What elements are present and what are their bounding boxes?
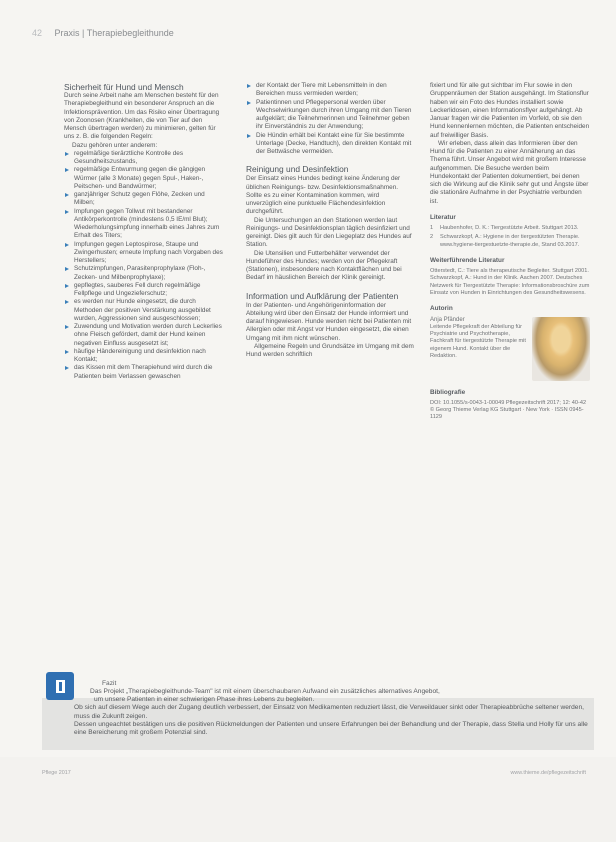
column-2 [246,82,414,359]
list-item: gepflegtes, sauberes Fell durch regelmäßige Fellpflege und Ungezieferschutz; [64,282,224,299]
list-item: Die Hündin erhält bei Kontakt eine für Sie bestimmte Unterlage (Decke, Handtuch), den direkten Kontakt mit der Bettwäsche vermeiden. [246,132,414,157]
column-3 [430,82,590,422]
list-item: Patientinnen und Pflegepersonal werden über Wechselwirkungen durch ihren Umgang mit den Tieren aufgeklärt; die Teilnehmerinnen und Teilnehmer geben ihr Einverständnis zu der Anwendung; [246,99,414,132]
bullet-list [246,82,414,156]
paragraph: fixiert und für alle gut sichtbar im Flur sowie in den Gruppenräumen der Station ausgehängt. Im Stationsflur haben wir ein Foto des Hundes installiert sowie Leckerlidosen, einen Informationsflyer aufgehängt. Ab Januar fragen wir die Patienten im Vorfeld, ob sie den Hund kennenlernen möchten, die Patienten entscheiden auf freiwilliger Basis. [430,82,590,139]
literature-list [430,225,590,249]
running-header [32,28,174,38]
author-block [430,317,590,381]
bibliography-heading: Bibliografie [430,388,466,396]
author-name: Anja Pfänder [430,316,465,323]
paragraph: Die Utensilien und Futterbehälter verwendet der Hundeführer des Hundes; werden von der Pflegekraft (Stationen), insbesondere nach Kontaktflächen und bei Bedarf im häuslichen Bereich der Klinik gereinigt. [246,249,402,282]
list-item: regelmäßige Entwurmung gegen die gängigen Würmer (alle 3 Monate) gegen Spul-, Haken-, Peitschen- und Bandwürmer; [64,166,224,191]
bracket-icon [46,672,74,700]
literature-item: 2 Schwarzkopf, A.: Hygiene in der tiergestützten Therapie. www.hygiene-tiergestuetzte-therapie.de, Stand 03.2017. [430,234,580,248]
paragraph: Ob sich auf diesem Wege auch der Zugang deutlich verbessert, der Einsatz von Medikamenten reduziert lässt, die Verweildauer sinkt oder Therapieabbrüche seltener werden, muss die Zukunft zeigen. [74,704,584,720]
paragraph: um unsere Patienten in einer schwierigen Phase ihres Lebens zu begleiten. [94,696,315,704]
list-item: ganzjähriger Schutz gegen Flöhe, Zecken und Milben; [64,191,224,208]
list-item: es werden nur Hunde eingesetzt, die durch Methoden der positiven Verstärkung ausgebildet wurden, Aggressionen sind ausgeschlossen; [64,298,224,323]
footer-left: Pflege 2017 [42,770,71,776]
bullet-list [64,150,224,381]
heading-cleaning: Reinigung und Desinfektion [246,164,349,175]
paragraph: Das Projekt „Therapiebegleithunde-Team" ist mit einem überschaubaren Aufwand ein zusätzliches alternatives Angebot, [90,688,440,695]
paragraph: Der Einsatz eines Hundes bedingt keine Änderung der üblichen Reinigungs- bzw. Desinfektionsmaßnahmen. Sollte es zu einer Kontamination kommen, wird unverzüglich eine punktuelle Flächendesinfektion durchgeführt. [246,175,401,216]
page-number: 42 [32,28,43,38]
conclusion-box [42,680,594,750]
paragraph: Die Untersuchungen an den Stationen werden laut Reinigungs- und Desinfektionsplan täglich desinfiziert und gereinigt. Dies gilt auch für den Liegeplatz des Hundes auf Station. [246,216,412,249]
list-item: Zuwendung und Motivation werden durch Leckerlies ohne Fleisch gefördert, damit der Hund keinen negativen Einfluss ausgesetzt ist; [64,323,224,348]
bibliography-text: DOI: 10.1055/s-0043-1-00049 Pflegezeitschrift 2017; 12: 40-42 © Georg Thieme Verlag KG Stuttgart · New York · ISSN 0945-1129 [430,399,587,421]
list-item: Schutzimpfungen, Parasitenprophylaxe (Floh-, Zecken- und Milbenprophylaxe); [64,265,224,282]
list-item: der Kontakt der Tiere mit Lebensmitteln in den Bereichen muss vermieden werden; [246,82,414,99]
paragraph: Allgemeine Regeln und Grundsätze im Umgang mit dem Hund werden schriftlich [246,342,414,358]
author-photo [532,317,590,381]
heading-information: Information und Aufklärung der Patienten [246,290,399,301]
literature-item: 1 Haubenhofer, D. K.: Tiergestützte Arbeit. Stuttgart 2013. [430,225,579,231]
conclusion-text [74,688,594,737]
paragraph: Durch seine Arbeit nahe am Menschen besteht für den Therapiebegleithund ein besonderer Anspruch an die Infektionsprävention. Um das Risiko einer Übertragung von Zoonosen (Krankheiten, die von Tier auf den Mensch übertragen werden) zu minimieren, gelten für uns z. B. die folgenden Regeln: [64,92,220,141]
page-footer [42,770,594,776]
paragraph-lead: Dazu gehören unter anderem: [72,141,158,149]
column-1 [64,82,224,381]
author-heading: Autorin [430,305,453,313]
footer-link[interactable]: www.thieme.de/pflegezeitschrift [510,770,586,776]
further-literature-text: Otterstedt, C.: Tiere als therapeutische Begleiter. Stuttgart 2001. Schwarzkopf, A.: Hund in der Klinik. Aachen 2007. Deutsches Netzwerk für Tiergestützte Therapie: Informationsbroschüre zum Einsatz von Hunden in Einrichtungen des Gesundheitswesens. [430,268,590,297]
heading-safety: Sicherheit für Hund und Mensch [64,82,184,92]
paragraph: In der Patienten- und Angehörigeninformation der Abteilung wird über den Einsatz der Hunde informiert und darauf hingewiesen. Hunde werden nicht bei Patienten mit Allergien oder mit Angst vor Hunden eingesetzt, die einen Umgang mit ihm nicht wünschen. [246,301,412,342]
section-title: Praxis | Therapiebegleithunde [54,28,174,38]
literature-heading: Literatur [430,213,456,221]
list-item: regelmäßige tierärztliche Kontrolle des Gesundheitszustands, [64,150,224,167]
conclusion-label: Fazit [102,680,117,687]
list-item: Impfungen gegen Tollwut mit bestandener Antikörperkontrolle (mindestens 0,5 IE/ml Blut); Wiederholungsimpfung innerhalb eines Jahres zum Erhalt des Titers; [64,208,224,241]
list-item: das Kissen mit dem Therapiehund wird durch die Patienten beim Verlassen gewaschen [64,364,224,381]
list-item: Impfungen gegen Leptospirose, Staupe und Zwingerhusten; erneute Impfung nach Vorgaben des Herstellers; [64,241,224,266]
paragraph: Wir erleben, dass allein das Informieren über den Hund für die Patienten zu einer Annäherung an das Thema führt. Unser Angebot wird mit großem Interesse aufgenommen. Die Besuche werden beim Hundekontakt der Patienten dokumentiert, bei denen sich die Wirkung auf die Klinik sehr gut und Ängste über die stationäre Aufnahme in der Psychiatrie verbunden ist. [430,139,589,205]
further-literature-heading: Weiterführende Literatur [430,256,505,264]
list-item: häufige Händereinigung und desinfektion nach Kontakt; [64,348,224,365]
paragraph: Dessen ungeachtet bestätigen uns die positiven Rückmeldungen der Patienten und unsere Erfahrungen bei der Behandlung und der Therapie, dass Stella und Holly für uns alle eine Bereicherung mit großem Potenzial sind. [74,720,588,737]
author-bio: Leitende Pflegekraft der Abteilung für Psychiatrie und Psychotherapie, Fachkraft für tiergestützte Therapie mit eigenem Hund. Kontakt über die Redaktion. [430,323,526,360]
